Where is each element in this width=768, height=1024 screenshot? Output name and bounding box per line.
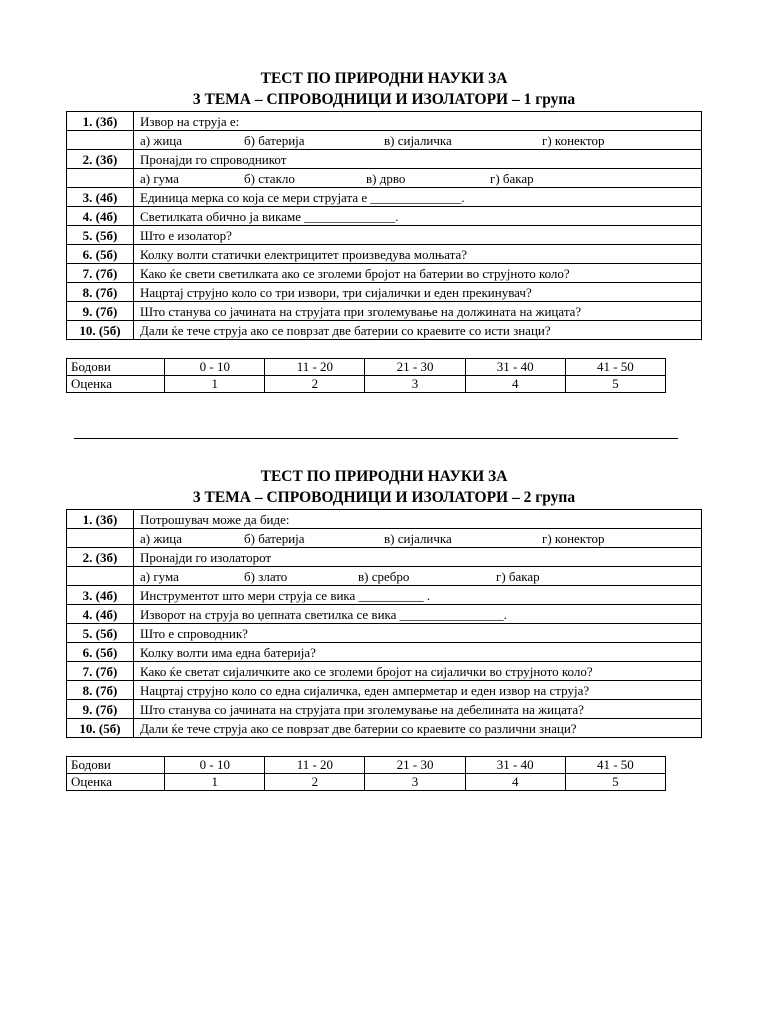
grade-value: 3: [365, 376, 465, 393]
question-number: 4. (4б): [67, 207, 134, 226]
question-number: 5. (5б): [67, 226, 134, 245]
table-row: [67, 321, 702, 340]
grade-value: 3: [365, 774, 465, 791]
test2-title-line2: 3 ТЕМА – СПРОВОДНИЦИ И ИЗОЛАТОРИ – 2 група: [192, 489, 576, 506]
grade-value: 2: [265, 774, 365, 791]
test1-title-line1: ТЕСТ ПО ПРИРОДНИ НАУКИ ЗА: [260, 70, 508, 87]
test-group-1: [66, 68, 702, 393]
question-text: Колку волти статички електрицитет произведува молњата?: [134, 245, 702, 264]
table-row: [67, 188, 702, 207]
points-range: 21 - 30: [365, 359, 465, 376]
question-number: 3. (4б): [67, 586, 134, 605]
points-range: 41 - 50: [565, 359, 665, 376]
grade-label: Оценка: [67, 376, 165, 393]
test-group-2: [66, 466, 702, 791]
question-text: Како ќе свети светилката ако се зголеми бројот на батерии во струјното коло?: [134, 264, 702, 283]
grade-value: 1: [165, 376, 265, 393]
grade-value: 4: [465, 376, 565, 393]
question-number: 8. (7б): [67, 283, 134, 302]
question-number: 3. (4б): [67, 188, 134, 207]
table-row: [67, 529, 702, 548]
grade-value: 2: [265, 376, 365, 393]
table-row: [67, 586, 702, 605]
question-number: 10. (5б): [67, 719, 134, 738]
answer-option: в) сијаличка: [384, 132, 452, 148]
question-text: Потрошувач може да биде:: [134, 510, 702, 529]
table-row: [67, 567, 702, 586]
test2-questions-table: [66, 509, 702, 738]
points-range: 11 - 20: [265, 757, 365, 774]
table-row: [67, 264, 702, 283]
table-row: [67, 643, 702, 662]
table-row: [67, 605, 702, 624]
points-label: Бодови: [67, 757, 165, 774]
question-number: 7. (7б): [67, 264, 134, 283]
question-text: Дали ќе тече струја ако се поврзат две батерии со краевите со исти знаци?: [134, 321, 702, 340]
answer-option: а) жица: [140, 530, 183, 546]
question-number: 8. (7б): [67, 681, 134, 700]
question-text: Извор на струја е:: [134, 112, 702, 131]
table-row: [67, 302, 702, 321]
grade-label: Оценка: [67, 774, 165, 791]
table-row: [67, 226, 702, 245]
question-text: Пронајди го изолаторот: [134, 548, 702, 567]
answer-option: г) бакар: [496, 568, 540, 584]
points-range: 31 - 40: [465, 757, 565, 774]
answer-option: г) конектор: [542, 530, 605, 546]
table-row: [67, 757, 666, 774]
test2-title-line1: ТЕСТ ПО ПРИРОДНИ НАУКИ ЗА: [260, 468, 508, 485]
question-text: Нацртај струјно коло со една сијаличка, еден амперметар и еден извор на струја?: [134, 681, 702, 700]
question-text: Нацртај струјно коло со три извори, три сијалички и еден прекинувач?: [134, 283, 702, 302]
section-divider: [74, 438, 678, 439]
question-number: 9. (7б): [67, 700, 134, 719]
table-row: [67, 548, 702, 567]
table-row: [67, 681, 702, 700]
answer-option: в) сијаличка: [384, 530, 452, 546]
answer-options: [134, 529, 702, 548]
answer-option: а) гума: [140, 170, 179, 186]
table-row: [67, 169, 702, 188]
question-text: Единица мерка со која се мери струјата е ______________.: [134, 188, 702, 207]
question-number: 2. (3б): [67, 150, 134, 169]
grade-value: 4: [465, 774, 565, 791]
table-row: [67, 150, 702, 169]
answer-option: г) конектор: [542, 132, 605, 148]
grade-value: 1: [165, 774, 265, 791]
table-row: [67, 662, 702, 681]
table-row: [67, 131, 702, 150]
points-range: 41 - 50: [565, 757, 665, 774]
answer-options: [134, 169, 702, 188]
table-row: [67, 719, 702, 738]
question-number: 5. (5б): [67, 624, 134, 643]
question-text: Светилката обично ја викаме ______________.: [134, 207, 702, 226]
question-number: 10. (5б): [67, 321, 134, 340]
answer-options: [134, 567, 702, 586]
answer-option: б) стакло: [244, 170, 295, 186]
question-text: Изворот на струја во џепната светилка се вика ________________.: [134, 605, 702, 624]
answer-option: б) батерија: [244, 132, 305, 148]
answer-option: в) сребро: [358, 568, 410, 584]
question-text: Како ќе светат сијаличките ако се зголеми бројот на сијалички во струјното коло?: [134, 662, 702, 681]
answer-option: в) дрво: [366, 170, 406, 186]
points-range: 11 - 20: [265, 359, 365, 376]
question-number: 7. (7б): [67, 662, 134, 681]
question-text: Што станува со јачината на струјата при зголемување на должината на жицата?: [134, 302, 702, 321]
question-text: Пронајди го спроводникот: [134, 150, 702, 169]
empty-cell: [67, 131, 134, 150]
table-row: [67, 359, 666, 376]
points-range: 0 - 10: [165, 359, 265, 376]
points-label: Бодови: [67, 359, 165, 376]
points-range: 21 - 30: [365, 757, 465, 774]
question-number: 4. (4б): [67, 605, 134, 624]
question-text: Што станува со јачината на струјата при зголемување на дебелината на жицата?: [134, 700, 702, 719]
grade-value: 5: [565, 774, 665, 791]
answer-options: [134, 131, 702, 150]
table-row: [67, 283, 702, 302]
answer-option: а) жица: [140, 132, 183, 148]
question-number: 6. (5б): [67, 245, 134, 264]
table-row: [67, 376, 666, 393]
empty-cell: [67, 529, 134, 548]
question-text: Инструментот што мери струја се вика __________ .: [134, 586, 702, 605]
table-row: [67, 207, 702, 226]
answer-option: б) батерија: [244, 530, 305, 546]
test2-grading-table: [66, 756, 666, 791]
table-row: [67, 112, 702, 131]
points-range: 31 - 40: [465, 359, 565, 376]
question-number: 1. (3б): [67, 510, 134, 529]
question-text: Што е спроводник?: [134, 624, 702, 643]
empty-cell: [67, 169, 134, 188]
test1-grading-table: [66, 358, 666, 393]
question-text: Дали ќе тече струја ако се поврзат две батерии со краевите со различни знаци?: [134, 719, 702, 738]
answer-option: б) злато: [244, 568, 288, 584]
test1-title-line2: 3 ТЕМА – СПРОВОДНИЦИ И ИЗОЛАТОРИ – 1 група: [192, 91, 576, 108]
table-row: [67, 700, 702, 719]
table-row: [67, 624, 702, 643]
test1-questions-table: [66, 111, 702, 340]
table-row: [67, 510, 702, 529]
table-row: [67, 774, 666, 791]
question-number: 6. (5б): [67, 643, 134, 662]
table-row: [67, 245, 702, 264]
answer-option: а) гума: [140, 568, 179, 584]
question-number: 1. (3б): [67, 112, 134, 131]
points-range: 0 - 10: [165, 757, 265, 774]
question-number: 9. (7б): [67, 302, 134, 321]
question-text: Колку волти има една батерија?: [134, 643, 702, 662]
empty-cell: [67, 567, 134, 586]
question-text: Што е изолатор?: [134, 226, 702, 245]
answer-option: г) бакар: [490, 170, 534, 186]
grade-value: 5: [565, 376, 665, 393]
question-number: 2. (3б): [67, 548, 134, 567]
